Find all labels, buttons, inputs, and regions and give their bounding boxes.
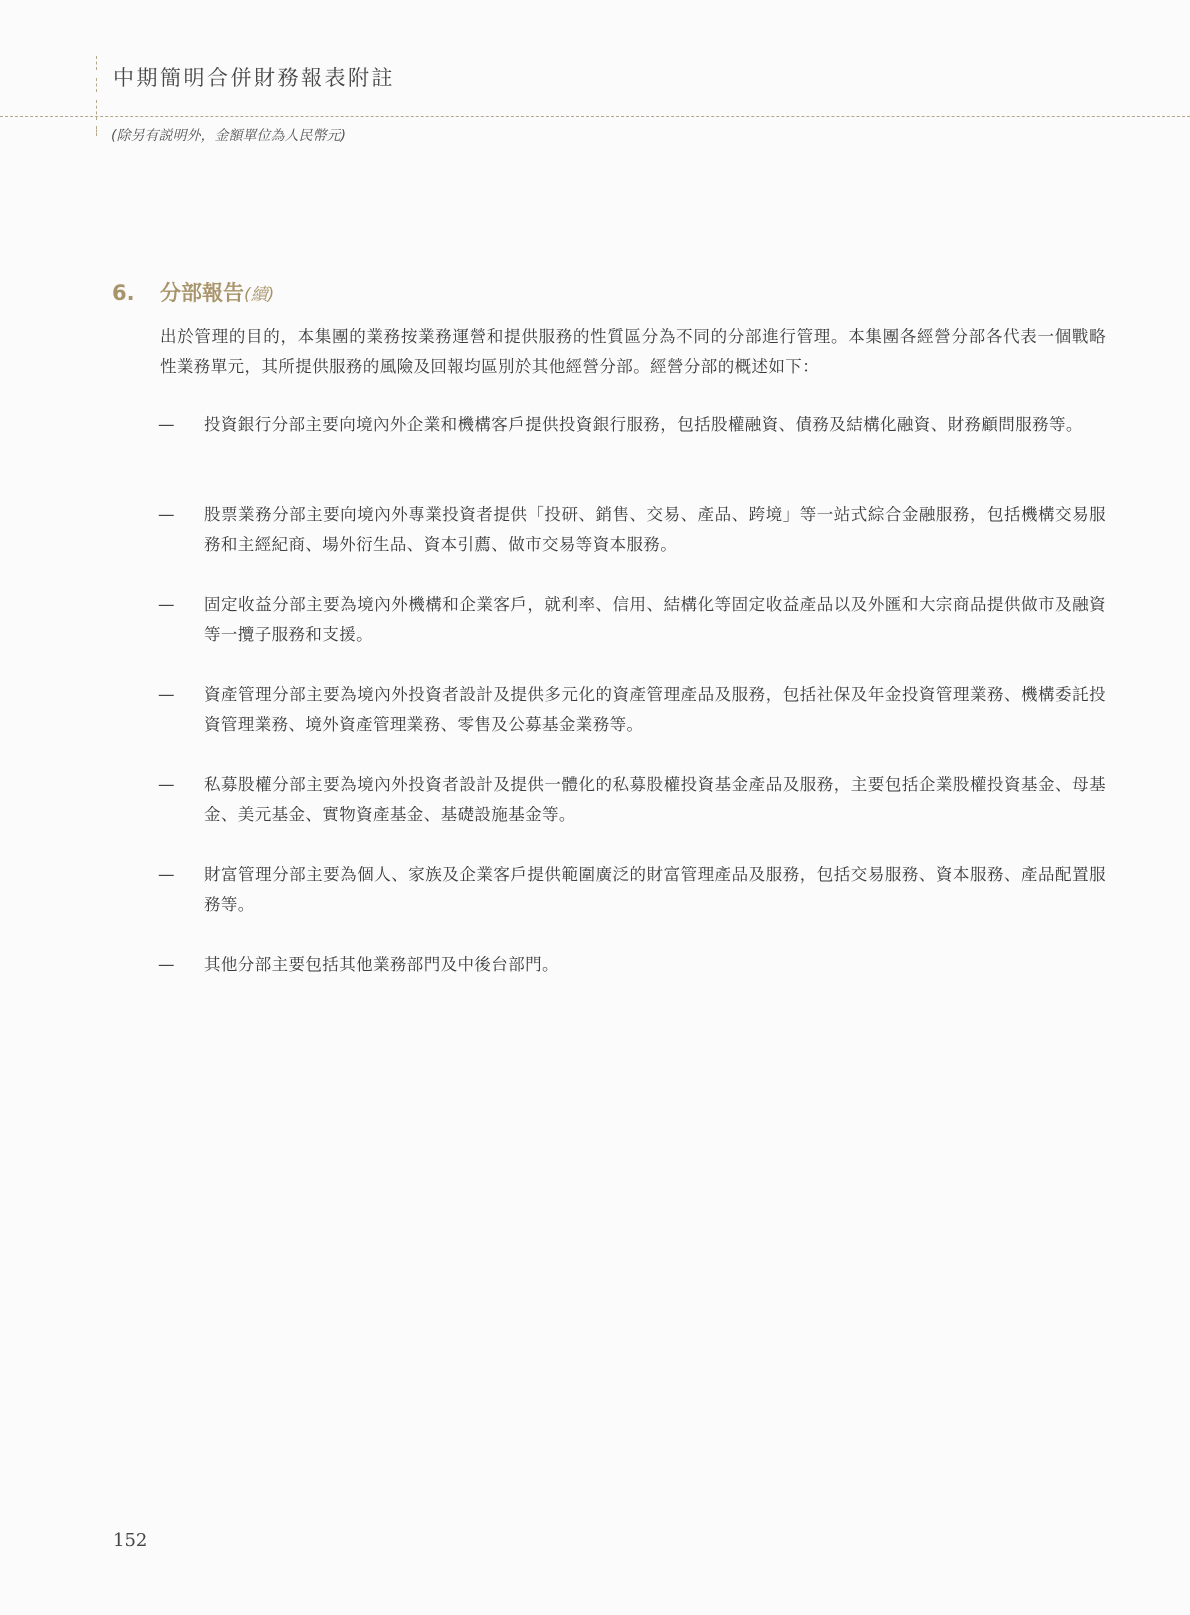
- header-tick-middle: [96, 78, 97, 92]
- section-title: 分部報告: [160, 281, 244, 305]
- segment-description: 資產管理分部主要為境內外投資者設計及提供多元化的資產管理產品及服務，包括社保及年金投資管理業務、機構委託投資管理業務、境外資產管理業務、零售及公募基金業務等。: [204, 685, 1106, 734]
- bullet-dash: —: [158, 865, 175, 884]
- header-tick-top: [96, 56, 97, 70]
- segment-description: 財富管理分部主要為個人、家族及企業客戶提供範圍廣泛的財富管理產品及服務，包括交易服務、資本服務、產品配置服務等。: [204, 865, 1106, 914]
- header-title: 中期簡明合併財務報表附註: [113, 66, 395, 90]
- segment-description: 股票業務分部主要向境內外專業投資者提供「投研、銷售、交易、產品、跨境」等一站式綜合金融服務，包括機構交易服務和主經紀商、場外衍生品、資本引薦、做市交易等資本服務。: [204, 505, 1106, 554]
- list-item: [158, 950, 1106, 1040]
- header-subtitle: (除另有説明外，金額單位為人民幣元): [111, 128, 346, 144]
- bullet-dash: —: [158, 415, 175, 434]
- list-item: [158, 500, 1106, 590]
- list-item: [158, 680, 1106, 770]
- section-heading: [112, 277, 274, 307]
- bullet-dash: —: [158, 595, 175, 614]
- segment-description: 投資銀行分部主要向境內外企業和機構客戶提供投資銀行服務，包括股權融資、債務及結構化融資、財務顧問服務等。: [204, 415, 1083, 434]
- bullet-dash: —: [158, 505, 175, 524]
- bullet-dash: —: [158, 685, 175, 704]
- segment-list: [158, 410, 1106, 1040]
- bullet-dash: —: [158, 775, 175, 794]
- section-intro: 出於管理的目的，本集團的業務按業務運營和提供服務的性質區分為不同的分部進行管理。本集團各經營分部各代表一個戰略性業務單元，其所提供服務的風險及回報均區別於其他經營分部。經營分部的概述如下：: [160, 327, 1106, 376]
- list-item: [158, 590, 1106, 680]
- segment-description: 固定收益分部主要為境內外機構和企業客戶，就利率、信用、結構化等固定收益產品以及外匯和大宗商品提供做市及融資等一攬子服務和支援。: [204, 595, 1106, 644]
- segment-description: 私募股權分部主要為境內外投資者設計及提供一體化的私募股權投資基金產品及服務，主要包括企業股權投資基金、母基金、美元基金、實物資產基金、基礎設施基金等。: [204, 775, 1106, 824]
- section-number: 6.: [112, 281, 135, 305]
- list-item: [158, 410, 1106, 500]
- segment-description: 其他分部主要包括其他業務部門及中後台部門。: [204, 955, 559, 974]
- bullet-dash: —: [158, 955, 175, 974]
- header-tick-lower: [96, 100, 97, 120]
- header-tick-bottom: [96, 126, 97, 136]
- page-number: 152: [113, 1530, 148, 1551]
- list-item: [158, 860, 1106, 950]
- list-item: [158, 770, 1106, 860]
- section-continued: (續): [244, 285, 275, 305]
- header-rule: [0, 116, 1190, 117]
